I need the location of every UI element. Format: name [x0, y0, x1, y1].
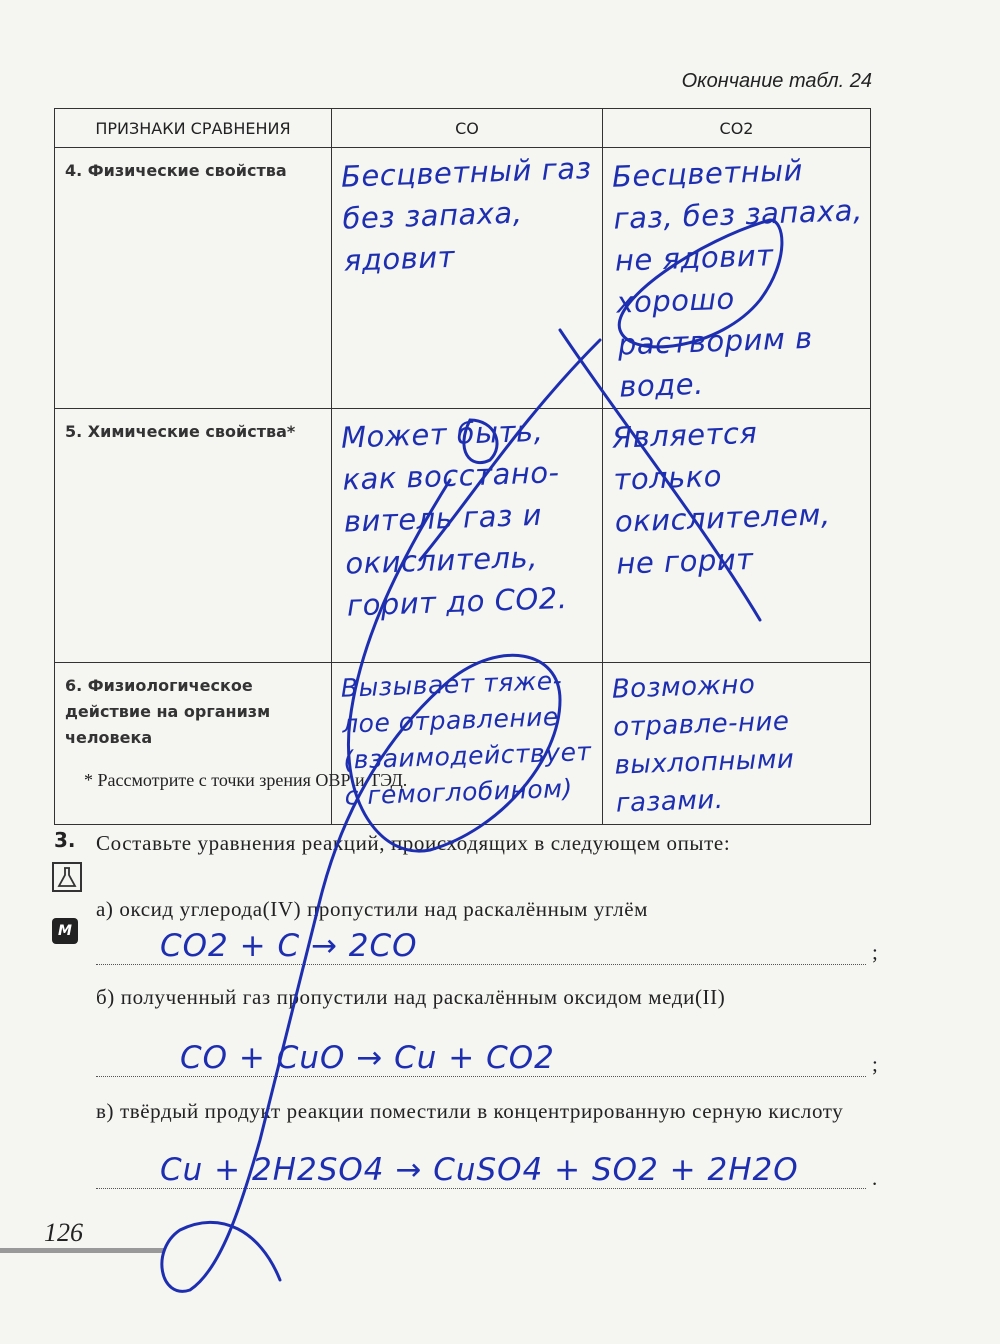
table-caption: Окончание табл. 24	[681, 70, 872, 92]
handwritten-cell-co2: Возможно отравле-ние выхлопными газами.	[603, 663, 871, 825]
end-mark-b: ;	[872, 1052, 878, 1076]
comparison-table	[54, 108, 871, 825]
answer-b: CO + CuO → Cu + CO2	[180, 1040, 555, 1076]
answer-c: Cu + 2H2SO4 → CuSO4 + SO2 + 2H2O	[160, 1152, 799, 1188]
task-item-b: б) полученный газ пропустили над раскалённым оксидом меди(II)	[96, 985, 726, 1009]
bottom-rule	[0, 1248, 165, 1253]
handwritten-cell-co: Вызывает тяже-лое отравление (взаимодействует с гемоглобином)	[332, 663, 603, 825]
table-row	[55, 148, 871, 409]
table-row	[55, 663, 871, 825]
handwritten-cell-co2: Является только окислителем, не горит	[603, 409, 871, 663]
row-label: 6. Физиологическое действие на организм человека	[55, 663, 332, 825]
page-number: 126	[44, 1218, 83, 1247]
table-header-row	[55, 109, 871, 148]
handwritten-cell-co: Бесцветный газ без запаха, ядовит	[332, 148, 603, 409]
m-marker-icon: М	[52, 918, 78, 944]
handwritten-cell-co: Может быть, как восстано-витель газ и окислитель, горит до CO2.	[332, 409, 603, 663]
end-mark-a: ;	[872, 940, 878, 964]
answer-line-b	[96, 1076, 866, 1077]
handwritten-cell-co2: Бесцветный газ, без запаха, не ядовит хорошо растворим в воде.	[603, 148, 871, 409]
answer-line-a	[96, 964, 866, 965]
end-mark-c: .	[872, 1166, 878, 1190]
header-co: CO	[332, 109, 603, 148]
header-co2: CO2	[603, 109, 871, 148]
task-intro: Составьте уравнения реакций, происходящих в следующем опыте:	[96, 831, 731, 855]
task-item-c: в) твёрдый продукт реакции поместили в концентрированную серную кислоту	[96, 1099, 844, 1123]
row-label: 5. Химические свойства*	[55, 409, 332, 663]
answer-line-c	[96, 1188, 866, 1189]
header-criteria: ПРИЗНАКИ СРАВНЕНИЯ	[55, 109, 332, 148]
flask-icon	[52, 862, 82, 892]
row-label: 4. Физические свойства	[55, 148, 332, 409]
footnote: * Рассмотрите с точки зрения ОВР и ТЭД.	[84, 770, 408, 790]
task-number: 3.	[54, 828, 76, 852]
task-item-a: а) оксид углерода(IV) пропустили над раскалённым углём	[96, 897, 649, 921]
answer-a: CO2 + C → 2CO	[160, 928, 418, 964]
table-row	[55, 409, 871, 663]
